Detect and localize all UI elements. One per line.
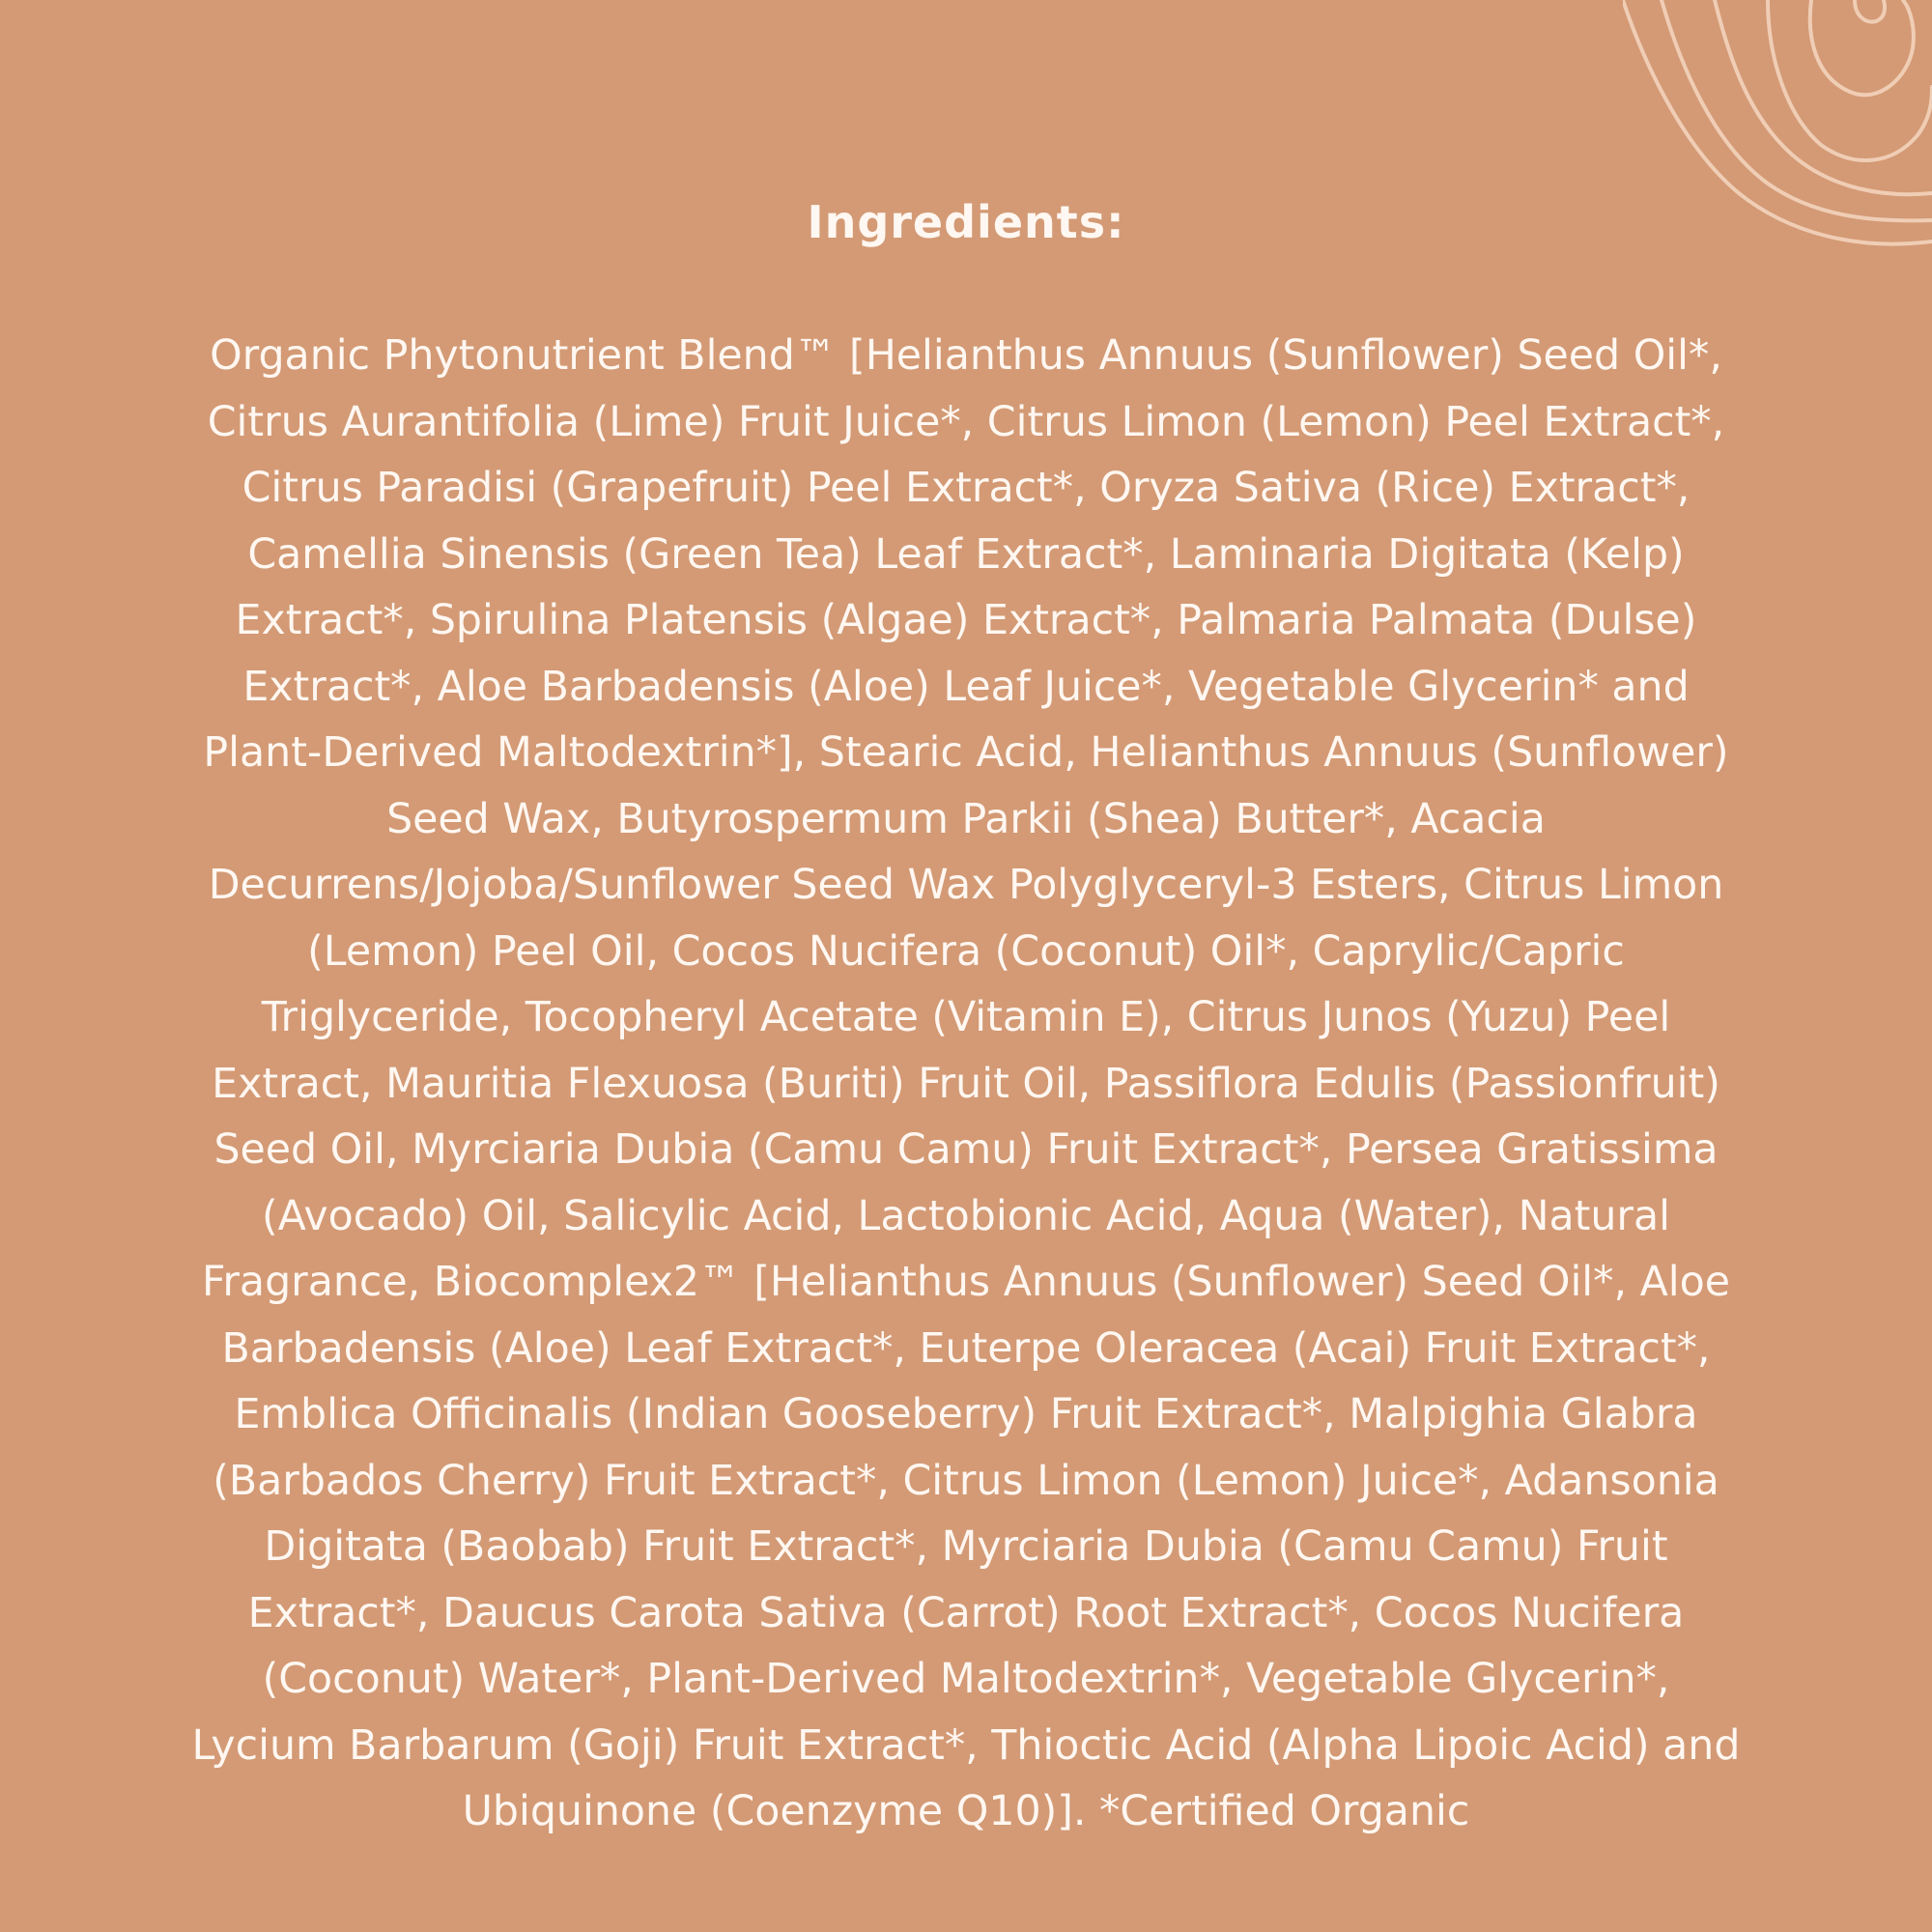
ingredients-line: Plant-Derived Maltodextrin*], Stearic Acid, Helianthus Annuus (Sunflower) <box>203 728 1729 777</box>
ingredients-line: Extract*, Spirulina Platensis (Algae) Extract*, Palmaria Palmata (Dulse) <box>235 596 1697 644</box>
ingredients-line: (Lemon) Peel Oil, Cocos Nucifera (Coconut) Oil*, Caprylic/Capric <box>307 926 1625 976</box>
ingredients-line: Extract*, Daucus Carota Sativa (Carrot) Root Extract*, Cocos Nucifera <box>247 1588 1685 1637</box>
ingredients-line: (Avocado) Oil, Salicylic Acid, Lactobionic Acid, Aqua (Water), Natural <box>262 1191 1670 1240</box>
ingredients-line: Fragrance, Biocomplex2™ [Helianthus Annuus (Sunflower) Seed Oil*, Aloe <box>201 1258 1731 1306</box>
ingredients-line: Seed Wax, Butyrospermum Parkii (Shea) Butter*, Acacia <box>386 794 1546 843</box>
ingredients-line: (Barbados Cherry) Fruit Extract*, Citrus Limon (Lemon) Juice*, Adansonia <box>213 1456 1719 1505</box>
ingredients-line: Organic Phytonutrient Blend™ [Helianthus Annuus (Sunflower) Seed Oil*, <box>210 331 1722 380</box>
ingredients-line: Digitata (Baobab) Fruit Extract*, Myrciaria Dubia (Camu Camu) Fruit <box>264 1522 1668 1571</box>
ingredients-line: Decurrens/Jojoba/Sunflower Seed Wax Polyglyceryl-3 Esters, Citrus Limon <box>208 861 1724 909</box>
ingredients-line: Lycium Barbarum (Goji) Fruit Extract*, Thioctic Acid (Alpha Lipoic Acid) and <box>191 1720 1741 1770</box>
ingredients-line: Barbadensis (Aloe) Leaf Extract*, Euterpe Oleracea (Acai) Fruit Extract*, <box>221 1323 1711 1373</box>
ingredients-line: Seed Oil, Myrciaria Dubia (Camu Camu) Fruit Extract*, Persea Gratissima <box>213 1125 1719 1174</box>
ingredients-line: Emblica Officinalis (Indian Gooseberry) Fruit Extract*, Malpighia Glabra <box>234 1390 1698 1438</box>
ingredients-text <box>0 323 1932 1845</box>
ingredients-line: Extract*, Aloe Barbadensis (Aloe) Leaf Juice*, Vegetable Glycerin* and <box>242 662 1690 711</box>
ingredients-line: Extract, Mauritia Flexuosa (Buriti) Fruit Oil, Passiflora Edulis (Passionfruit) <box>212 1059 1720 1108</box>
ingredients-line: Triglyceride, Tocopheryl Acetate (Vitamin E), Citrus Junos (Yuzu) Peel <box>261 993 1671 1041</box>
ingredients-line: Ubiquinone (Coenzyme Q10)]. *Certified Organic <box>462 1787 1470 1835</box>
ingredients-line: Citrus Paradisi (Grapefruit) Peel Extract*, Oryza Sativa (Rice) Extract*, <box>242 464 1690 512</box>
ingredients-line: Citrus Aurantifolia (Lime) Fruit Juice*, Citrus Limon (Lemon) Peel Extract*, <box>207 397 1725 446</box>
ingredients-title: Ingredients: <box>807 196 1125 248</box>
ingredients-line: (Coconut) Water*, Plant-Derived Maltodextrin*, Vegetable Glycerin*, <box>262 1655 1670 1703</box>
ingredients-line: Camellia Sinensis (Green Tea) Leaf Extract*, Laminaria Digitata (Kelp) <box>247 529 1685 579</box>
